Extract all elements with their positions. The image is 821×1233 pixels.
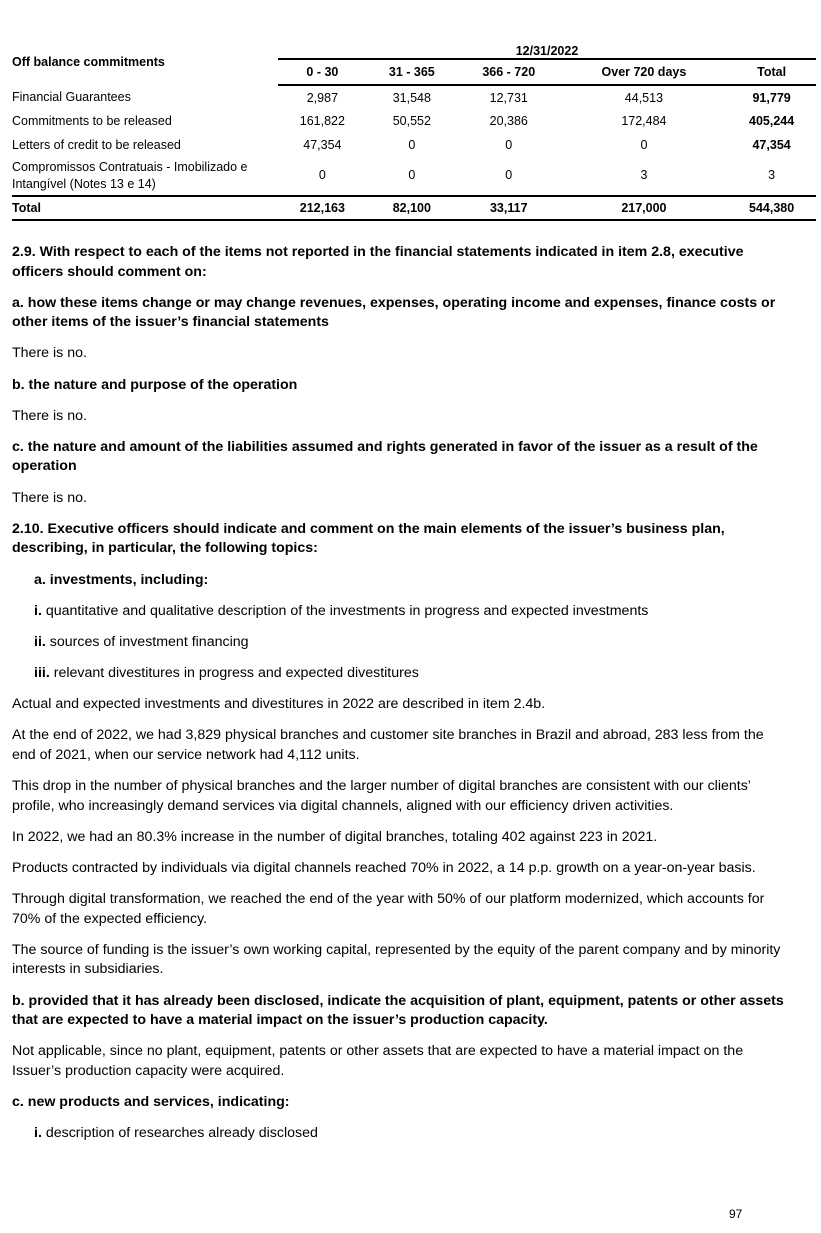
document-body [12, 243, 787, 1155]
cell: 2,987 [306, 90, 339, 105]
row-label: Total [12, 196, 278, 220]
row-label: Commitments to be released [12, 114, 172, 129]
list-item [12, 664, 787, 684]
list-number: i. [34, 602, 42, 619]
column-header: 31 - 365 [367, 59, 457, 85]
list-item [12, 633, 787, 653]
column-header: Total [727, 59, 816, 85]
column-header: 366 - 720 [457, 59, 561, 85]
row-label: Financial Guarantees [12, 90, 131, 105]
section-heading: 2.10. Executive officers should indicate and comment on the main elements of the issuer’s business plan, describing, in particular, the following topics: [12, 520, 725, 557]
cell: 0 [505, 137, 513, 152]
table-row [12, 85, 816, 110]
paragraph: Not applicable, since no plant, equipment, patents or other assets that are expected to have a material impact on the Issuer’s production capacity were acquired. [12, 1043, 744, 1079]
cell: 544,380 [727, 196, 816, 220]
paragraph: In 2022, we had an 80.3% increase in the number of digital branches, totaling 402 against 223 in 2021. [12, 828, 658, 845]
subsection-heading: a. investments, including: [34, 571, 209, 588]
period-header: 12/31/2022 [515, 44, 579, 58]
paragraph: Through digital transformation, we reached the end of the year with 50% of our platform modernized, which accounts for 70% of the expected efficiency. [12, 891, 765, 927]
cell: 217,000 [561, 196, 728, 220]
page-number: 97 [729, 1207, 743, 1221]
cell: 161,822 [299, 114, 345, 129]
row-label: Compromissos Contratuais - Imobilizado e Intangível (Notes 13 e 14) [12, 159, 248, 191]
subsection-heading: b. provided that it has already been disclosed, indicate the acquisition of plant, equipment, patents or other assets that are expected to have a material impact on the issuer’s production capacity. [12, 992, 784, 1029]
list-number: ii. [34, 633, 46, 650]
column-header: 0 - 30 [278, 59, 367, 85]
cell-total: 47,354 [752, 137, 791, 152]
section-heading: 2.9. With respect to each of the items not reported in the financial statements indicated in item 2.8, executive officers should comment on: [12, 244, 744, 280]
list-text: sources of investment financing [45, 633, 249, 650]
table-row [12, 133, 816, 157]
list-text: relevant divestitures in progress and expected divestitures [49, 665, 419, 682]
cell: 33,117 [457, 196, 561, 220]
subsection-heading: c. new products and services, indicating: [12, 1093, 290, 1110]
paragraph: The source of funding is the issuer’s own working capital, represented by the equity of the parent company and by minority interests in subsidiaries. [12, 941, 781, 978]
cell: 50,552 [392, 114, 431, 129]
cell: 0 [408, 137, 416, 152]
cell: 172,484 [621, 114, 667, 129]
list-text: description of researches already disclosed [41, 1125, 318, 1142]
subsection-heading: b. the nature and purpose of the operation [12, 376, 298, 393]
paragraph: This drop in the number of physical branches and the larger number of digital branches are consistent with our clients’ profile, who increasingly demand services via digital channels, aligned with our efficiency driven activities. [12, 778, 751, 814]
cell: 0 [408, 168, 416, 182]
column-header: Over 720 days [561, 59, 728, 85]
cell: 0 [640, 137, 648, 152]
cell: 31,548 [392, 90, 431, 105]
list-text: quantitative and qualitative description of the investments in progress and expected investments [41, 602, 649, 619]
cell-total: 405,244 [749, 114, 795, 129]
table-title: Off balance commitments [12, 54, 165, 69]
total-row [12, 196, 816, 220]
off-balance-table [12, 38, 816, 221]
cell-total: 91,779 [752, 90, 791, 105]
cell: 0 [505, 168, 513, 182]
cell: 3 [640, 168, 648, 182]
cell: 212,163 [278, 196, 367, 220]
cell: 0 [318, 168, 326, 182]
cell: 82,100 [367, 196, 457, 220]
paragraph: Products contracted by individuals via digital channels reached 70% in 2022, a 14 p.p. growth on a year-on-year basis. [12, 860, 756, 876]
table-row [12, 110, 816, 134]
paragraph: There is no. [12, 407, 87, 424]
cell: 12,731 [489, 90, 528, 105]
cell-total: 3 [768, 168, 776, 182]
list-item [12, 1124, 787, 1144]
subsection-heading: a. how these items change or may change revenues, expenses, operating income and expenses, finance costs or other items of the issuer’s financial statements [12, 294, 776, 331]
list-number: i. [34, 1125, 42, 1142]
row-label: Letters of credit to be released [12, 137, 181, 152]
cell: 44,513 [624, 90, 664, 105]
list-item [12, 602, 787, 622]
paragraph: Actual and expected investments and divestitures in 2022 are described in item 2.4b. [12, 696, 546, 713]
subsection-heading: c. the nature and amount of the liabilities assumed and rights generated in favor of the issuer as a result of the operation [12, 438, 758, 475]
paragraph: There is no. [12, 345, 87, 362]
cell: 20,386 [489, 114, 528, 129]
table-row [12, 157, 816, 196]
cell: 47,354 [303, 137, 342, 152]
list-number: iii. [34, 665, 50, 682]
paragraph: At the end of 2022, we had 3,829 physical branches and customer site branches in Brazil and abroad, 283 less from the end of 2021, when our service network had 4,112 units. [12, 727, 764, 763]
paragraph: There is no. [12, 489, 87, 506]
